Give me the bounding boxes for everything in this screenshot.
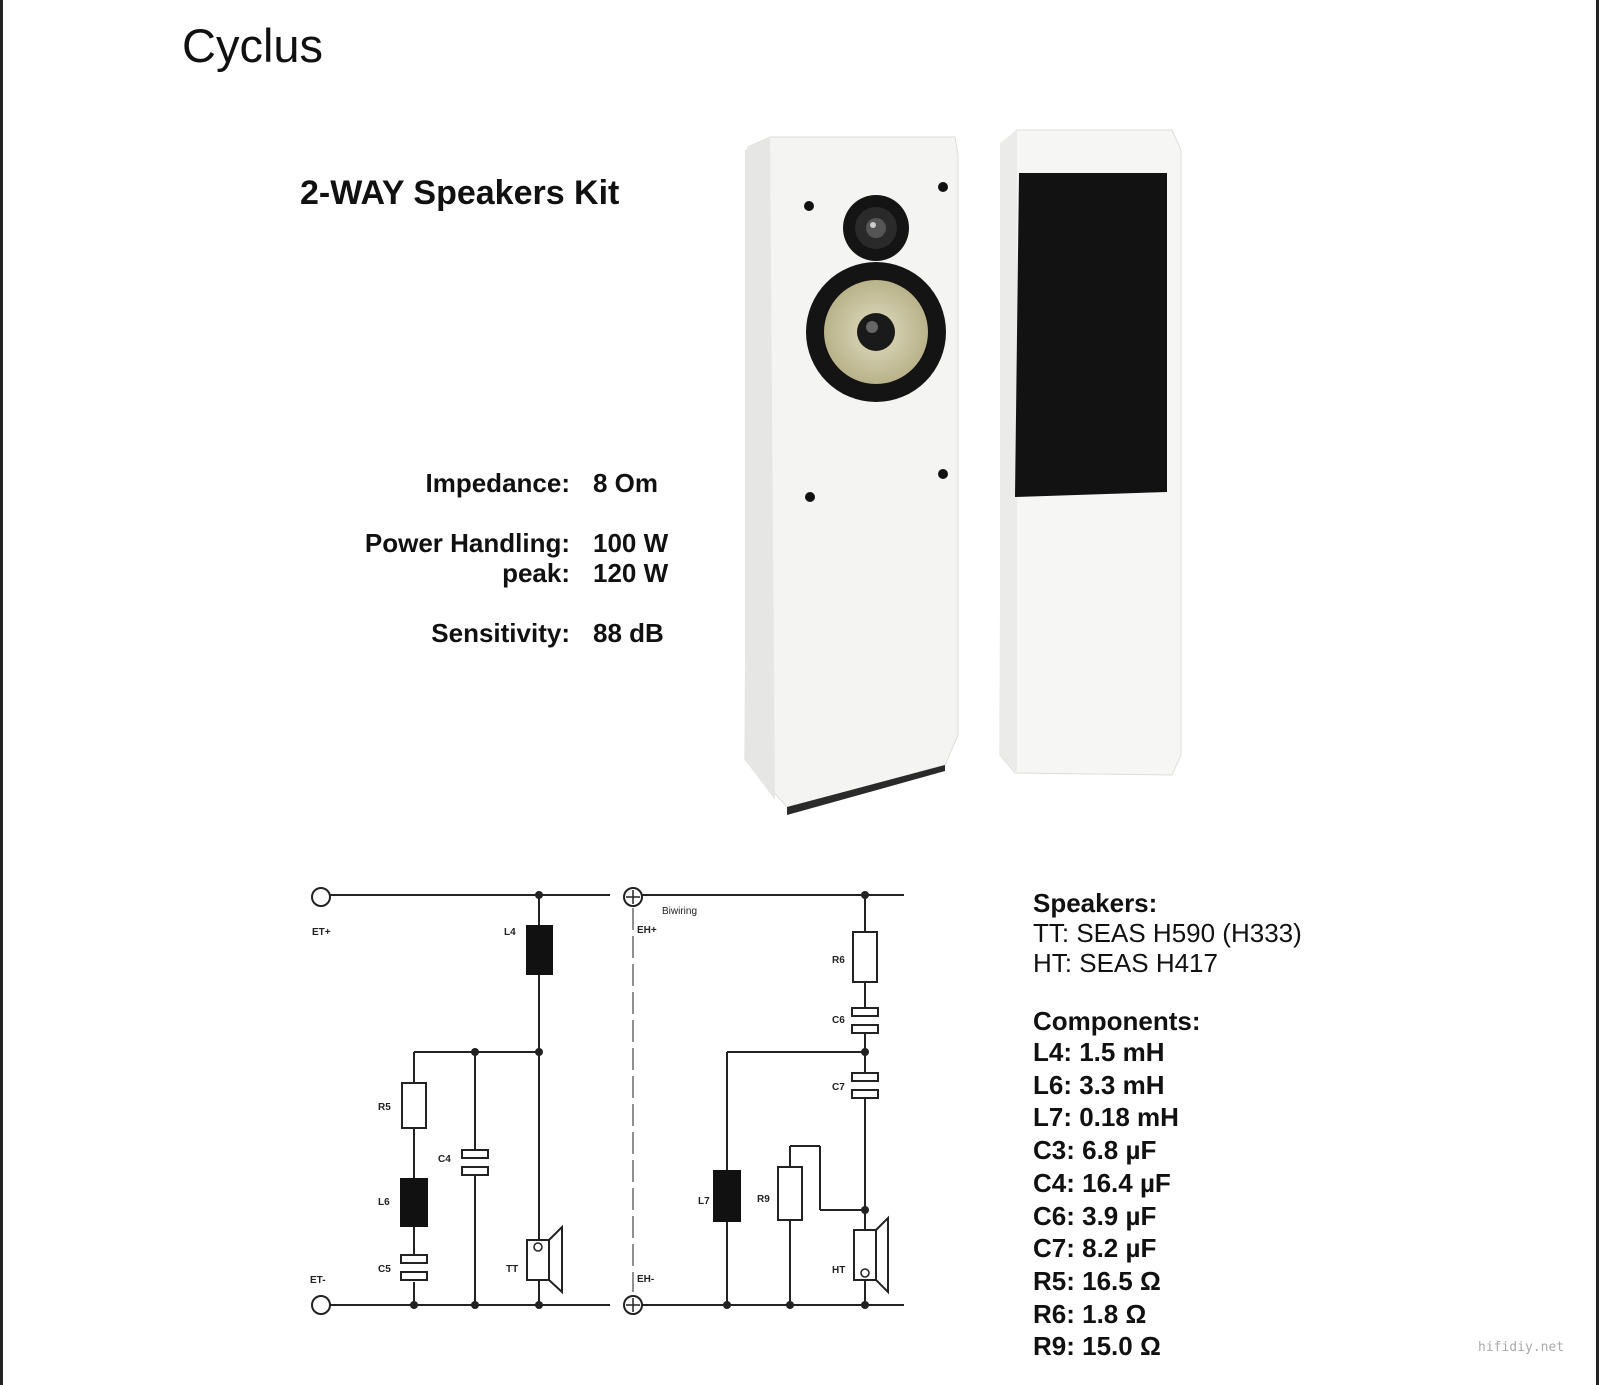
kit-subtitle: 2-WAY Speakers Kit (300, 174, 620, 212)
label-et-minus: ET- (310, 1275, 326, 1286)
page-title: Cyclus (182, 19, 324, 72)
label-r5: R5 (378, 1102, 391, 1113)
label-ht: HT (832, 1265, 846, 1276)
terminal-et-plus (312, 888, 330, 906)
components-heading: Components: (1033, 1006, 1201, 1036)
spec-power-label: Power Handling: (364, 528, 570, 558)
parts-list (1033, 888, 1302, 1363)
label-et-plus: ET+ (312, 927, 331, 938)
capacitor-c6 (852, 1008, 878, 1033)
spec-peak-value: 120 W (593, 558, 669, 588)
speaker-item-ht: HT: SEAS H417 (1033, 948, 1218, 978)
inductor-l6 (400, 1178, 428, 1227)
spec-sensitivity-label: Sensitivity: (431, 618, 570, 648)
label-c7: C7 (832, 1082, 845, 1093)
capacitor-c5 (401, 1255, 427, 1280)
label-biwiring: Biwiring (662, 906, 698, 917)
speakers-heading: Speakers: (1033, 888, 1158, 918)
label-eh-plus: EH+ (637, 925, 657, 936)
watermark: hifidiy.net (1478, 1340, 1565, 1355)
rear-speaker-with-grille (1000, 130, 1181, 775)
terminal-et-minus (312, 1296, 330, 1314)
label-c5: C5 (378, 1264, 391, 1275)
label-r6: R6 (832, 955, 845, 966)
inductor-l4 (526, 925, 553, 975)
screw-icon (938, 182, 948, 192)
tweeter-driver-ht (854, 1218, 888, 1292)
label-l7: L7 (698, 1196, 710, 1207)
component-item: L6: 3.3 mH (1033, 1069, 1165, 1100)
component-item: L4: 1.5 mH (1033, 1037, 1165, 1067)
component-item: R5: 16.5 Ω (1033, 1265, 1161, 1296)
label-r9: R9 (757, 1194, 770, 1205)
label-l4: L4 (504, 927, 516, 938)
resistor-r6 (853, 932, 877, 982)
tweeter-icon (843, 195, 909, 261)
crossover-schematic (290, 880, 910, 1350)
screw-icon (805, 492, 815, 502)
speaker-item-tt: TT: SEAS H590 (H333) (1033, 918, 1302, 948)
resistor-r9 (778, 1167, 802, 1220)
resistor-r5 (402, 1083, 426, 1128)
front-speaker-cabinet (745, 137, 958, 815)
component-item: L7: 0.18 mH (1033, 1102, 1179, 1133)
page-border-left (0, 0, 3, 1385)
spec-impedance-label: Impedance: (425, 468, 570, 498)
component-item: R6: 1.8 Ω (1033, 1298, 1147, 1329)
component-item: C6: 3.9 µF (1033, 1200, 1157, 1231)
grille-panel (1015, 173, 1167, 497)
component-item: R9: 15.0 Ω (1033, 1331, 1161, 1362)
spec-impedance-value: 8 Om (593, 468, 659, 498)
component-item: C4: 16.4 µF (1033, 1167, 1171, 1198)
label-eh-minus: EH- (637, 1274, 655, 1285)
label-tt: TT (506, 1264, 519, 1275)
label-c4: C4 (438, 1154, 451, 1165)
component-item: C7: 8.2 µF (1033, 1233, 1157, 1264)
screw-icon (938, 469, 948, 479)
speakers-photo (740, 125, 1190, 825)
screw-icon (804, 201, 814, 211)
capacitor-c7 (852, 1073, 878, 1098)
spec-power-value: 100 W (593, 528, 669, 558)
capacitor-c4 (462, 1150, 488, 1175)
page-border-right (1596, 0, 1599, 1385)
woofer-icon (806, 262, 946, 402)
component-item: C3: 6.8 µF (1033, 1135, 1157, 1166)
woofer-driver-tt (527, 1227, 562, 1292)
spec-sensitivity-value: 88 dB (593, 618, 664, 648)
inductor-l7 (713, 1170, 741, 1222)
label-c6: C6 (832, 1015, 845, 1026)
spec-peak-label: peak: (502, 558, 570, 588)
label-l6: L6 (378, 1197, 390, 1208)
